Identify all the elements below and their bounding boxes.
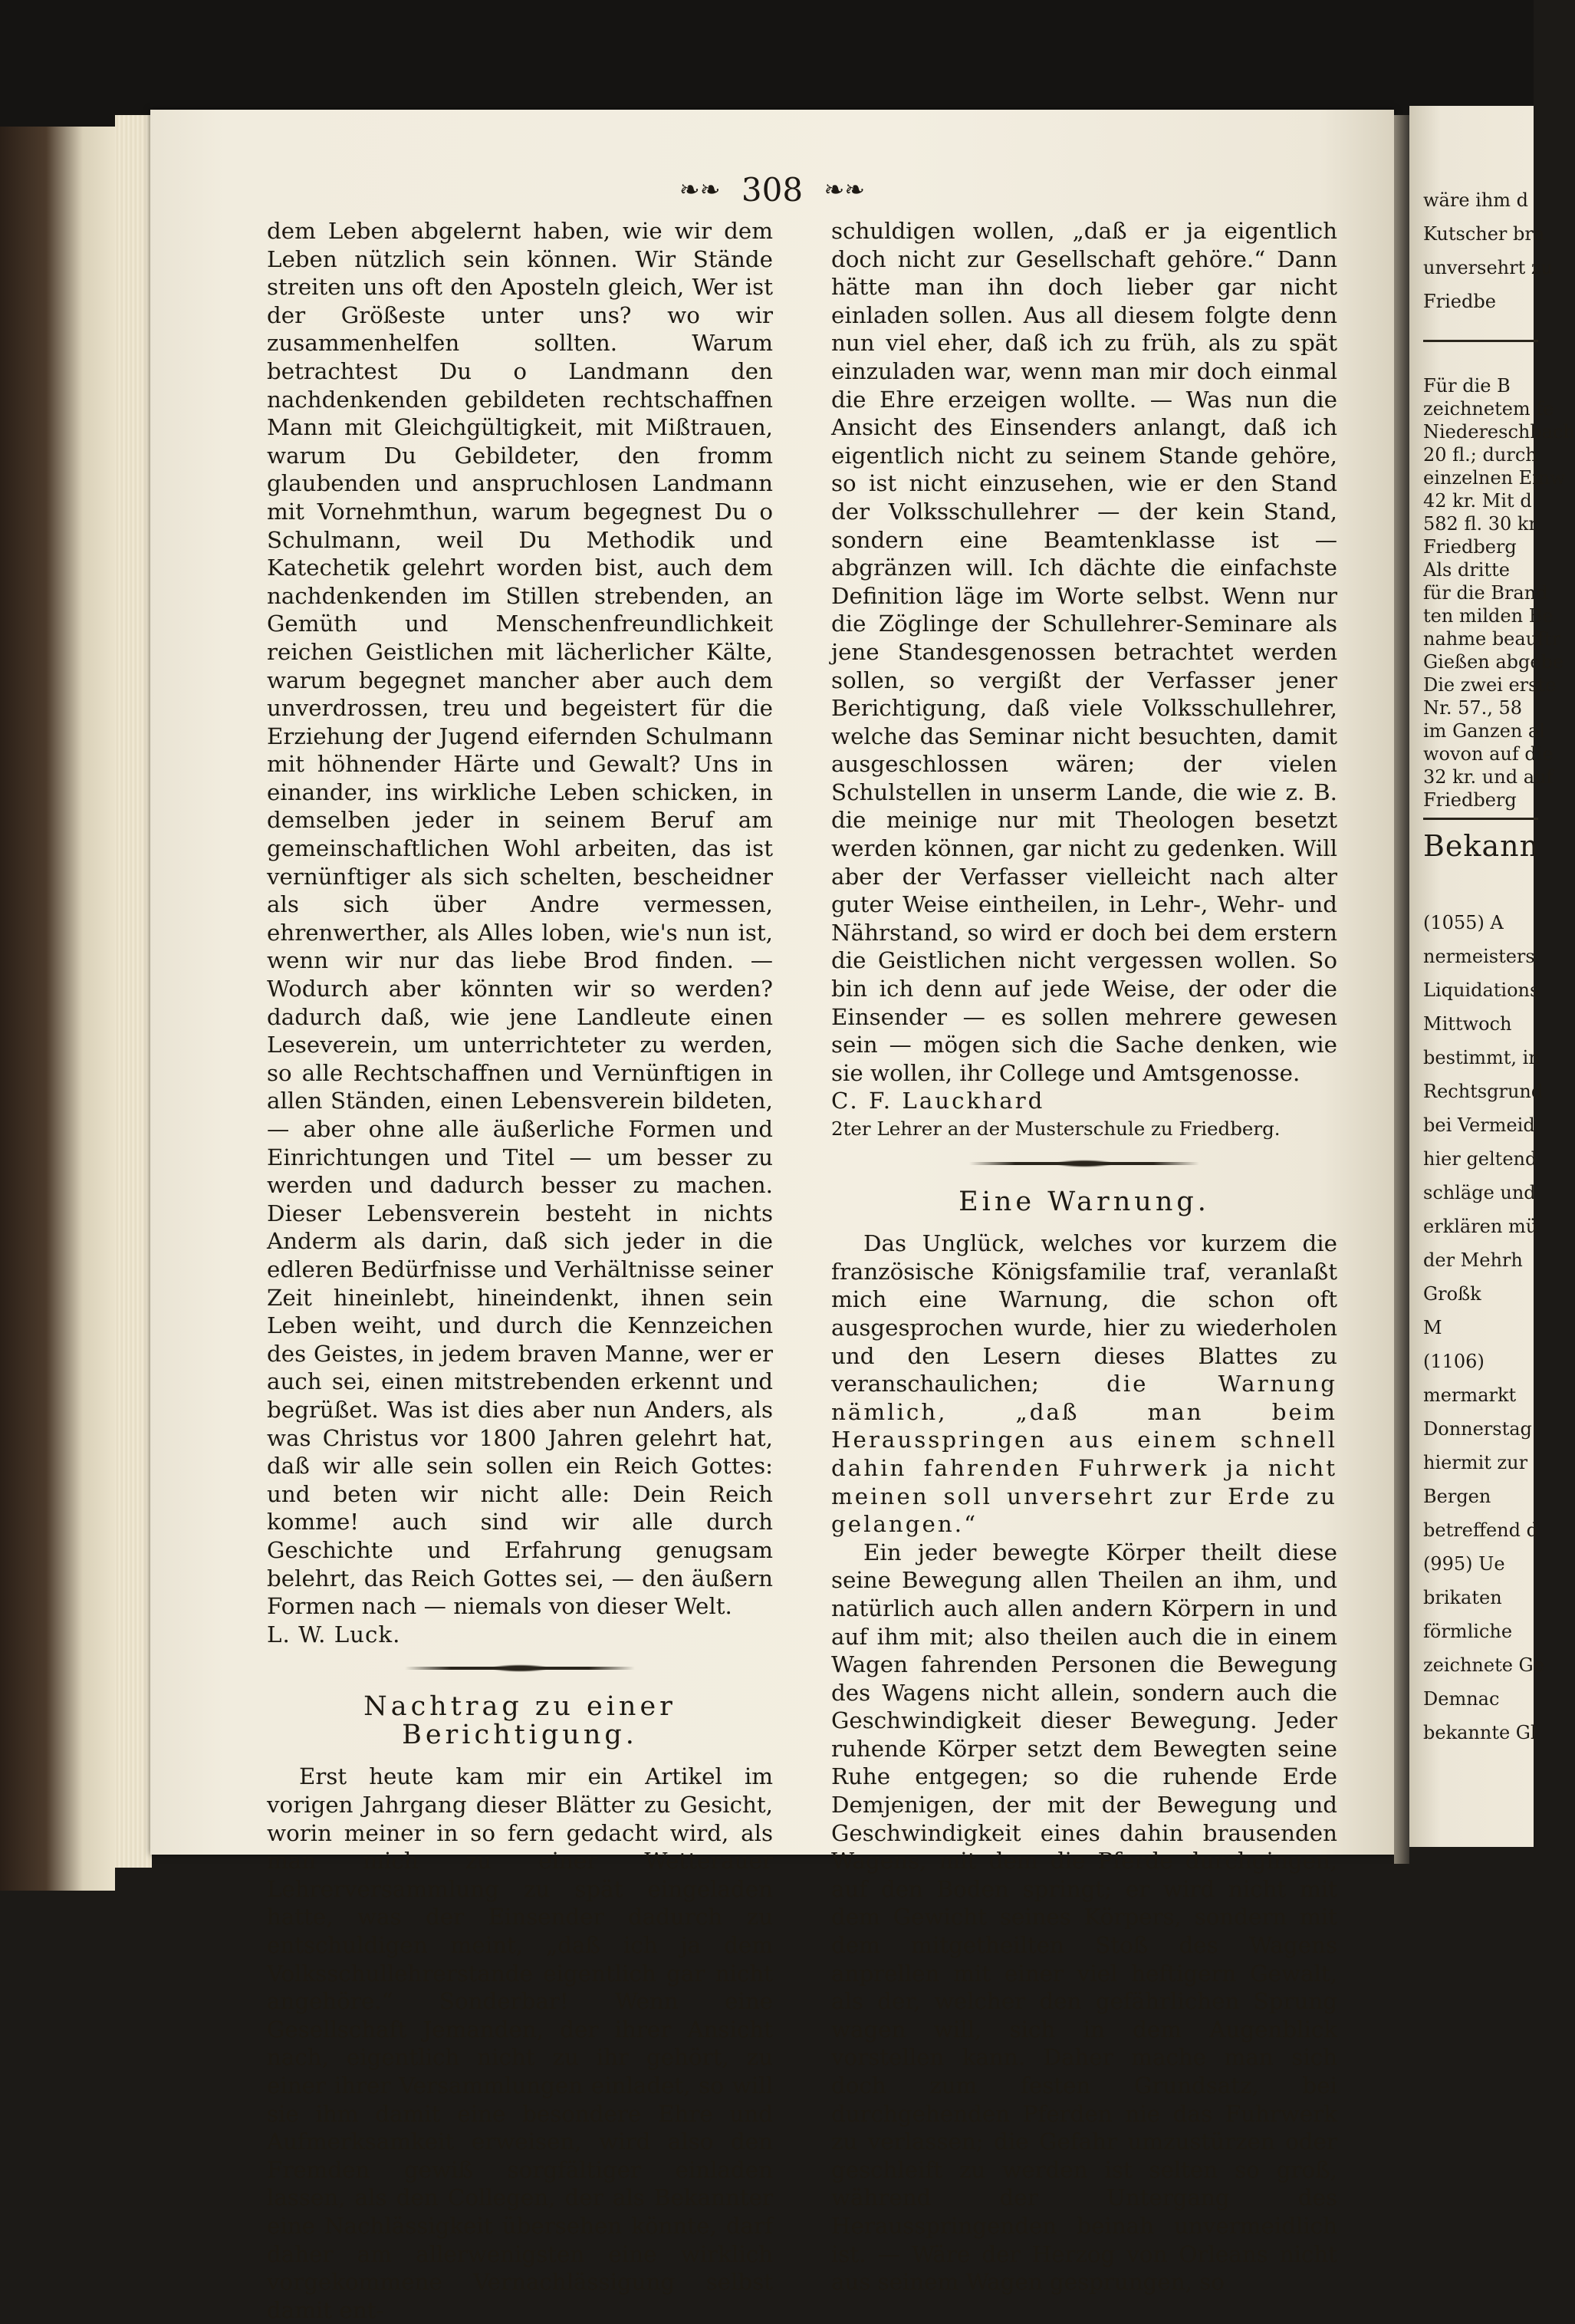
facing-line: Friedberg (1423, 536, 1517, 558)
section-divider (969, 1162, 1199, 1165)
facing-line: für die Brand (1423, 582, 1548, 604)
facing-line: 32 kr. und auf (1423, 766, 1554, 788)
facing-line: Mittwoch (1423, 1013, 1512, 1035)
article-nachtrag-signature-title: 2ter Lehrer an der Musterschule zu Friedberg. (831, 1118, 1281, 1140)
facing-line: Bergen (1423, 1486, 1491, 1507)
page-number: 308 (741, 171, 804, 209)
facing-line: Für die B (1423, 375, 1511, 397)
facing-line: zeichnete Ge (1423, 1654, 1544, 1676)
facing-line: 582 fl. 30 kr. (1423, 513, 1541, 535)
left-column (267, 217, 773, 2324)
facing-rule (1423, 818, 1538, 820)
facing-line: hiermit zur (1423, 1452, 1528, 1473)
facing-line: Kutscher bra (1423, 223, 1545, 245)
facing-line: betreffend d (1423, 1519, 1538, 1541)
facing-line: Friedberg (1423, 789, 1517, 811)
facing-line: mermarkt (1423, 1384, 1517, 1406)
article-warnung-body: Ein jeder bewegte Körper theilt diese seine Bewegung allen Theilen an ihm, und natürlich auch allen andern Körpern in und auf ihm mit; also theilen auch die in einem Wagen fahrenden Personen die Bewegung des Wagens nicht allein, sondern auch die Geschwindigkeit dieser Bewegung. Jeder ruhende Körper setzt dem Bewegten seine Ruhe entgegen; so die ruhende Erde Demjenigen, der mit der Bewegung und Geschwindigkeit eines dahin brausenden Wagens, mit dem die Pferde durchgingen, auf den Boden springt; er wird nicht mit dem Gewicht seines Körpers, sondern mit dem mitgetheilten Stoß des Wagens anprellen mit einer viel heftigern Gewalt, als der, welcher den gefährlichen Sprung wagen will, sich in dem Augenblick vorstellen kann. Daher mache man sich doch zum festen Grundsatz, bei durchgehenden Pferden nie das Fuhrwerk zu verlassen; die Gefahr umzustürzen oder geschleift zu werden ist selten so groß, während der Untergang des Herausspringenden beinah unvermeidlich ist. — Wäre der Herzog von Orleans nicht aus seinem Wagen gesprungen, so (831, 1539, 1337, 2296)
article-lebensverein-text: dem Leben abgelernt haben, wie wir dem Leben nützlich sein können. Wir Stände streiten uns oft den Aposteln gleich, Wer ist der Größeste unter uns? wo wir zusammenhelfen sollten. Warum betrachtest Du o Landmann den nachdenkenden gebildeten rechtschaffnen Mann mit Gleichgültigkeit, mit Mißtrauen, warum Du Gebildeter, den fromm glaubenden und anspruchlosen Landmann mit Vornehmthun, warum begegnest Du o Schulmann, weil Du Methodik und Katechetik gelehrt worden bist, auch dem nachdenkenden im Stillen strebenden, an Gemüth und Menschenfreundlichkeit reichen Geistlichen mit lächerlicher Kälte, warum begegnet mancher aber auch dem unverdrossen, treu und begeistert für die Erziehung der Jugend eifernden Schulmann mit höhnender Härte und Gewalt? Uns in einander, ins wirkliche Leben schicken, in demselben jeder in seinem Beruf am gemeinschaftlichen Wohl arbeiten, das ist vernünftiger als sich schelten, bescheidner als sich über Andre vermessen, ehrenwerther, als Alles loben, wie's nun ist, wenn wir nur das liebe Brod finden. — Wodurch aber könnten wir so werden? dadurch daß, wie jene Landleute einen Leseverein, um unterrichteter zu werden, so alle Rechtschaffnen und Vernünftigen in allen Ständen, einen Lebensverein bildeten, — aber ohne alle äußerliche Formen und Einrichtungen und Titel — um besser zu werden und dadurch besser zu machen. Dieser Lebensverein besteht in nichts Anderm als darin, daß sich jeder in die edleren Bedürfnisse und Verhältnisse seiner Zeit hineinlebt, hineindenkt, ihnen sein Leben weiht, und durch die Kennzeichen des Geistes, in jedem braven Manne, wer er auch sei, einen mitstrebenden erkennt und begrüßet. Was ist dies aber nun Anders, als was Christus vor 1800 Jahren gelehrt hat, daß wir alle sein sollen ein Reich Gottes: und beten wir nicht alle: Dein Reich komme! auch sind wir alle durch Geschichte und Erfahrung genugsam belehrt, das Reich Gottes sei, — den äußern Formen nach — niemals von dieser Welt. (267, 218, 773, 1620)
facing-line: nahme beauftr (1423, 628, 1561, 650)
warnung-intro-text: Das Unglück, welches vor kurzem die französische Königsfamilie traf, veranlaßt mich eine Warnung, die schon oft ausgesprochen wurde, hier zu wiederholen und den Lesern dieses Blattes zu veranschaulichen; (831, 1230, 1337, 1397)
facing-line: Als dritte (1423, 559, 1510, 581)
facing-line: Demnac (1423, 1688, 1500, 1710)
facing-line: Gießen abgebe (1423, 651, 1564, 673)
facing-rule (1423, 340, 1538, 342)
heading-warnung: Eine Warnung. (958, 1186, 1210, 1217)
facing-line: förmliche (1423, 1621, 1513, 1642)
book-gutter (1394, 115, 1409, 1864)
facing-line: Großk (1423, 1283, 1481, 1305)
facing-line: Rechtsgrund (1423, 1081, 1544, 1102)
facing-line: (995) Ue (1423, 1553, 1505, 1575)
facing-line: erklären mü (1423, 1216, 1538, 1237)
facing-line: 20 fl.; durch (1423, 444, 1537, 466)
warnung-quote: die Warnung nämlich, „daß man beim Herausspringen aus einem schnell dahin fahrenden Fuhrwerk ja nicht meinen soll unversehrt zur Erde zu gelangen.“ (831, 1371, 1338, 1538)
facing-line: Donnerstag (1423, 1418, 1532, 1440)
background-shadow (0, 0, 1534, 127)
book-spine (0, 127, 115, 1891)
facing-heading: Bekann (1423, 829, 1540, 863)
facing-line: bestimmt, in (1423, 1047, 1540, 1068)
main-page (150, 110, 1394, 2323)
page-header (150, 171, 1394, 209)
page-edges (115, 115, 152, 1868)
facing-line: M (1423, 1317, 1442, 1338)
facing-line: 42 kr. Mit d (1423, 490, 1532, 512)
facing-line: Nr. 57., 58 (1423, 697, 1523, 719)
facing-line: wovon auf die (1423, 743, 1554, 765)
facing-line: brikaten (1423, 1587, 1502, 1608)
facing-line: Die zwei erste (1423, 674, 1557, 696)
facing-line: unversehrt zu (1423, 257, 1553, 278)
article-nachtrag-signature: C. F. Lauckhard (831, 1088, 1045, 1114)
ornament-left-icon: ❧❧ (679, 175, 721, 204)
facing-line: bei Vermeid (1423, 1114, 1535, 1136)
facing-line: ten milden Be (1423, 605, 1554, 627)
facing-line: schläge und (1423, 1182, 1536, 1203)
facing-line: Liquidations (1423, 979, 1540, 1001)
facing-line: im Ganzen al (1423, 720, 1545, 742)
ornament-right-icon: ❧❧ (824, 175, 866, 204)
article-nachtrag-text: Erst heute kam mir ein Artikel im vorigen Jahrgang dieser Blätter zu Gesicht, worin meiner in so fern gedacht wird, als man mich zu einer Wetterauer Lehrerversammlung zu spät eingeladen hatte, was der Einsender dadurch zu entschuldigen meint, „daß ich ja dem Volksschullehrerstande eigentlich gar nicht angehöre.“ Sonderbar! Wenn eine Gesellschaft Jemanden, der ihrer Ansicht nach, eigentlich nicht zu ihr gehört, zu einer ihrer Versammlungen einladet, so will sie ihm damit eine besondere Ehre und Aufmerksamkeit erweisen, wird also den Fremden gewiß sorgfältiger einladen lassen, als den Collegen, der als Bekannter eine Nachlässigkeit übersehen könnte, darf daher am allerwenigsten eine wirklich vorgekommene Vernachlässigung selbst damit ent- (267, 1763, 773, 2323)
facing-line: der Mehrh (1423, 1249, 1523, 1271)
facing-line: einzelnen Einw (1423, 467, 1566, 489)
facing-line: Niedereschbach (1423, 421, 1575, 443)
section-divider (405, 1667, 635, 1670)
facing-line: bekannte Gl (1423, 1722, 1537, 1743)
article-nachtrag-continuation: schuldigen wollen, „daß er ja eigentlich doch nicht zur Gesellschaft gehöre.“ Dann hätte man ihn doch lieber gar nicht einladen sollen. Aus all diesem folgte denn nun viel eher, daß ich zu früh, als zu spät einzuladen war, wenn man mir doch einmal die Ehre erzeigen wollte. — Was nun die Ansicht des Einsenders anlangt, daß ich eigentlich nicht zu seinem Stande gehöre, so ist nicht einzusehen, wie er den Stand der Volksschullehrer — der kein Stand, sondern eine Beamtenklasse ist — abgränzen will. Ich dächte die einfachste Definition läge im Worte selbst. Wenn nur die Zöglinge der Schullehrer-Seminare als jene Standesgenossen betrachtet werden sollen, so vergißt der Verfasser jener Berichtigung, daß viele Volksschullehrer, welche das Seminar nicht besuchten, damit ausgeschlossen wären; der vielen Schulstellen in unserm Lande, die wie z. B. die meinige nur mit Theologen besetzt werden können, gar nicht zu gedenken. Will aber der Verfasser vielleicht nach alter guter Weise eintheilen, in Lehr-, Wehr- und Nährstand, so wird er doch bei dem erstern die Geistlichen nicht vergessen wollen. So bin ich denn auf jede Weise, der oder die Einsender — es sollen mehrere gewesen sein — mögen sich die Sache denken, wie sie wollen, ihr College und Amtsgenosse. (831, 218, 1337, 1086)
facing-line: (1055) A (1423, 912, 1504, 933)
facing-line: nermeisters (1423, 946, 1535, 967)
right-column (831, 217, 1337, 2296)
facing-page (1409, 106, 1575, 1847)
facing-line: zeichnetem fe (1423, 398, 1554, 420)
article-warnung-intro (831, 1229, 1337, 1539)
facing-line: hier geltend (1423, 1148, 1537, 1170)
article-lebensverein-signature: L. W. Luck. (267, 1621, 401, 1648)
facing-line: Friedbe (1423, 291, 1496, 312)
facing-line: wäre ihm d (1423, 189, 1529, 211)
heading-nachtrag: Nachtrag zu einer Berichtigung. (363, 1691, 676, 1750)
facing-line: (1106) (1423, 1351, 1485, 1372)
